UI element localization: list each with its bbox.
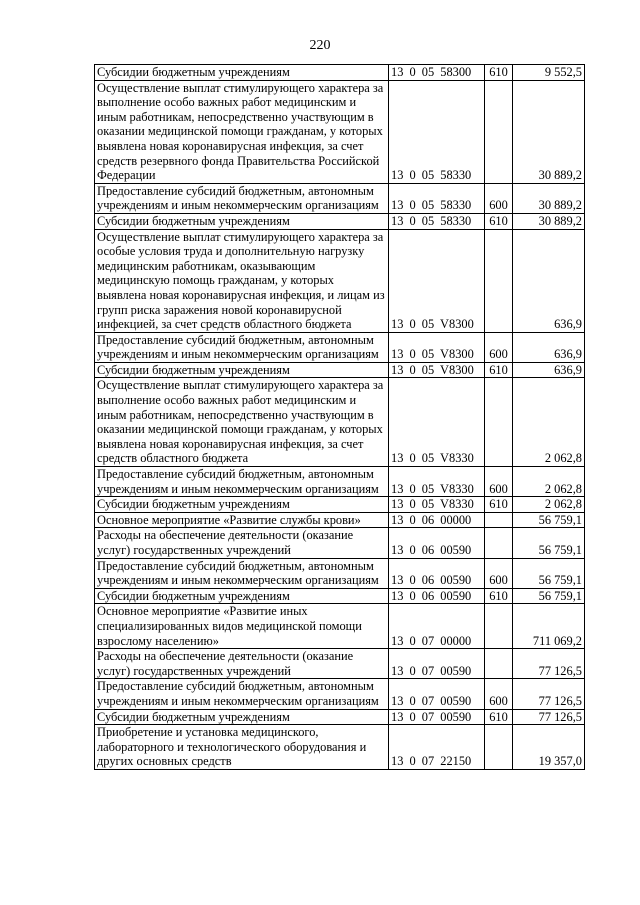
row-amount: 56 759,1 [513,528,585,558]
row-code: 13 0 07 00590 [389,679,485,709]
row-code: 13 0 07 22150 [389,725,485,770]
row-vr: 610 [485,65,513,81]
row-vr [485,528,513,558]
row-code: 13 0 06 00000 [389,512,485,528]
row-vr: 610 [485,497,513,513]
row-name: Предоставление субсидий бюджетным, автономным учреждениям и иным некоммерческим организациям [95,558,389,588]
row-amount: 636,9 [513,229,585,332]
row-name: Предоставление субсидий бюджетным, автономным учреждениям и иным некоммерческим организациям [95,467,389,497]
row-code: 13 0 05 V8300 [389,362,485,378]
row-vr: 600 [485,332,513,362]
row-name: Осуществление выплат стимулирующего характера за выполнение особо важных работ медицинским и иным работникам, непосредственно участвующим в оказании медицинской помощи гражданам, у которых выявлена новая коронавирусная инфекция, за счет средств областного бюджета [95,378,389,467]
row-name: Расходы на обеспечение деятельности (оказание услуг) государственных учреждений [95,528,389,558]
row-vr [485,229,513,332]
row-name: Осуществление выплат стимулирующего характера за особые условия труда и дополнительную нагрузку медицинским работникам, оказывающим медицинскую помощь гражданам, у которых выявлена новая коронавирусная инфекция, и лицам из групп риска заражения новой коронавирусной инфекцией, за счет средств областного бюджета [95,229,389,332]
row-amount: 77 126,5 [513,649,585,679]
row-name: Субсидии бюджетным учреждениям [95,65,389,81]
table-row [95,183,585,213]
row-code: 13 0 05 V8330 [389,497,485,513]
page-number: 220 [309,38,331,53]
row-code: 13 0 06 00590 [389,558,485,588]
row-vr [485,512,513,528]
row-amount: 2 062,8 [513,497,585,513]
row-name: Приобретение и установка медицинского, лабораторного и технологического оборудования и других основных средств [95,725,389,770]
table-row [95,679,585,709]
row-vr: 600 [485,558,513,588]
row-amount: 636,9 [513,362,585,378]
table-row [95,709,585,725]
row-name: Субсидии бюджетным учреждениям [95,213,389,229]
table-row [95,528,585,558]
row-vr: 610 [485,709,513,725]
row-vr: 610 [485,362,513,378]
row-amount: 19 357,0 [513,725,585,770]
row-name: Расходы на обеспечение деятельности (оказание услуг) государственных учреждений [95,649,389,679]
table-row [95,80,585,183]
table-row [95,378,585,467]
row-amount: 56 759,1 [513,588,585,604]
row-vr: 610 [485,588,513,604]
row-amount: 30 889,2 [513,213,585,229]
row-vr: 600 [485,679,513,709]
row-name: Субсидии бюджетным учреждениям [95,709,389,725]
table-row [95,604,585,649]
table-row [95,362,585,378]
row-vr [485,80,513,183]
row-code: 13 0 05 V8330 [389,467,485,497]
row-name: Основное мероприятие «Развитие иных специализированных видов медицинской помощи взрослому населению» [95,604,389,649]
row-vr [485,378,513,467]
row-vr: 600 [485,183,513,213]
table-row [95,649,585,679]
row-name: Предоставление субсидий бюджетным, автономным учреждениям и иным некоммерческим организациям [95,183,389,213]
table-row [95,725,585,770]
row-name: Предоставление субсидий бюджетным, автономным учреждениям и иным некоммерческим организациям [95,332,389,362]
budget-table [94,64,585,770]
row-code: 13 0 05 58330 [389,80,485,183]
row-code: 13 0 05 58300 [389,65,485,81]
row-name: Субсидии бюджетным учреждениям [95,497,389,513]
table-row [95,65,585,81]
row-code: 13 0 05 58330 [389,213,485,229]
table-row [95,332,585,362]
row-vr [485,604,513,649]
table-row [95,512,585,528]
row-name: Субсидии бюджетным учреждениям [95,362,389,378]
row-amount: 2 062,8 [513,467,585,497]
row-vr: 600 [485,467,513,497]
row-amount: 56 759,1 [513,558,585,588]
row-amount: 636,9 [513,332,585,362]
row-amount: 77 126,5 [513,709,585,725]
row-amount: 30 889,2 [513,80,585,183]
row-vr: 610 [485,213,513,229]
table-row [95,497,585,513]
row-code: 13 0 06 00590 [389,588,485,604]
table-row [95,213,585,229]
row-amount: 77 126,5 [513,679,585,709]
row-name: Предоставление субсидий бюджетным, автономным учреждениям и иным некоммерческим организациям [95,679,389,709]
row-code: 13 0 07 00000 [389,604,485,649]
row-amount: 56 759,1 [513,512,585,528]
row-vr [485,725,513,770]
table-row [95,588,585,604]
row-code: 13 0 06 00590 [389,528,485,558]
row-amount: 711 069,2 [513,604,585,649]
row-vr [485,649,513,679]
row-amount: 9 552,5 [513,65,585,81]
row-amount: 2 062,8 [513,378,585,467]
table-row [95,558,585,588]
row-code: 13 0 05 V8330 [389,378,485,467]
budget-table-body [95,65,585,770]
table-row [95,467,585,497]
row-name: Осуществление выплат стимулирующего характера за выполнение особо важных работ медицинским и иным работникам, непосредственно участвующим в оказании медицинской помощи гражданам, у которых выявлена новая коронавирусная инфекция, за счет средств резервного фонда Правительства Российской Федерации [95,80,389,183]
row-name: Субсидии бюджетным учреждениям [95,588,389,604]
row-code: 13 0 05 V8300 [389,332,485,362]
row-code: 13 0 07 00590 [389,649,485,679]
row-code: 13 0 07 00590 [389,709,485,725]
row-amount: 30 889,2 [513,183,585,213]
row-name: Основное мероприятие «Развитие службы крови» [95,512,389,528]
row-code: 13 0 05 58330 [389,183,485,213]
row-code: 13 0 05 V8300 [389,229,485,332]
table-row [95,229,585,332]
